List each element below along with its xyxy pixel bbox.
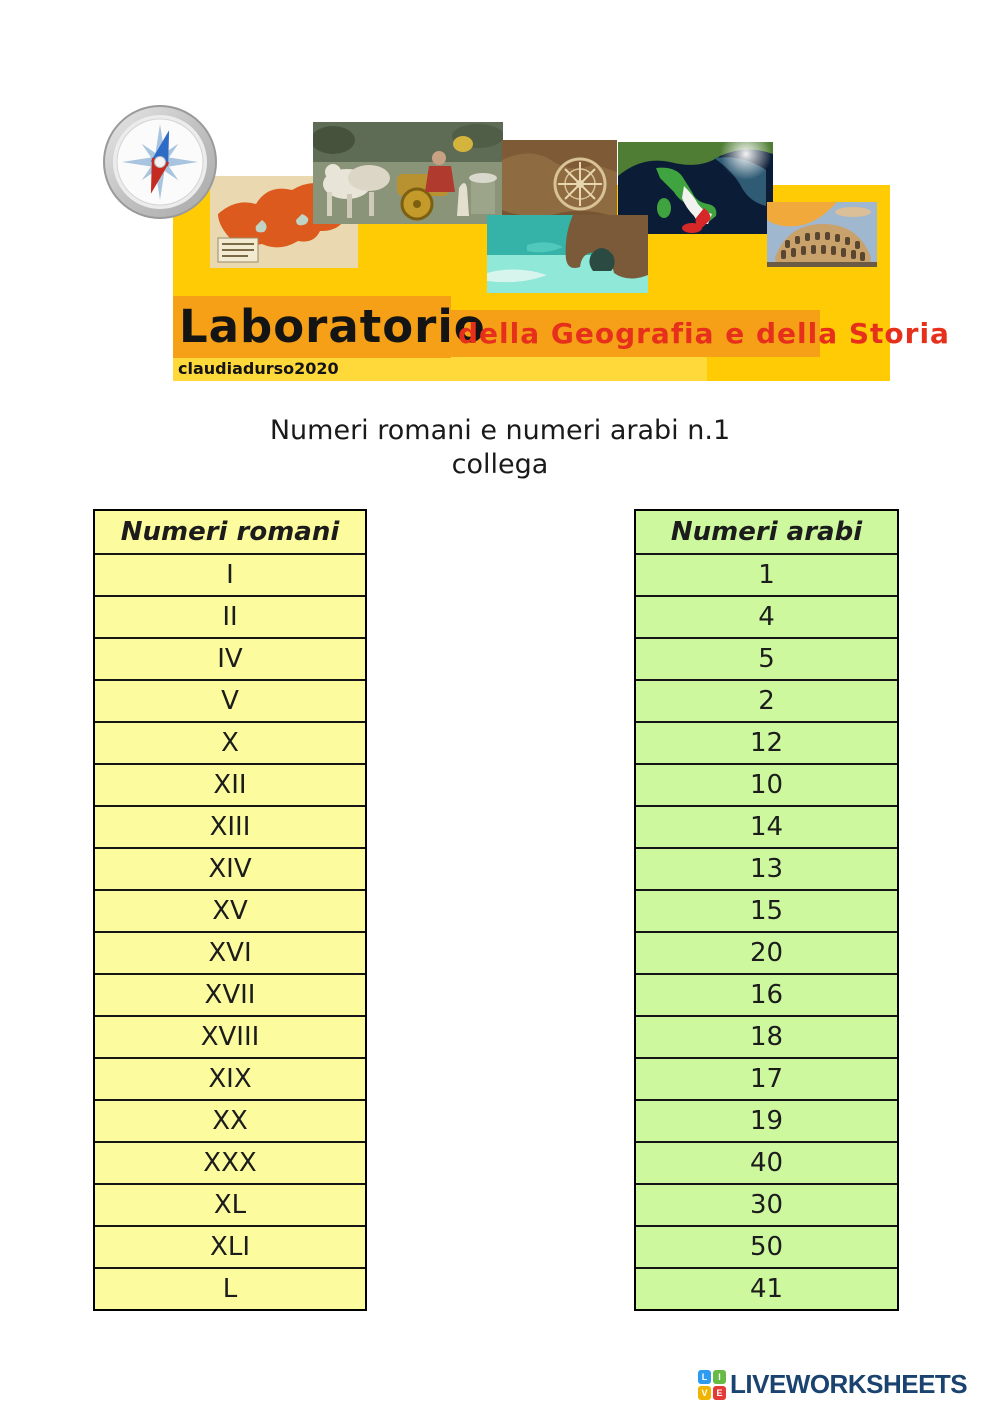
roman-numeral-cell[interactable]: XVIII: [95, 1015, 365, 1057]
arabic-number-cell[interactable]: 20: [636, 931, 897, 973]
arabic-number-cell[interactable]: 4: [636, 595, 897, 637]
banner-author: claudiadurso2020: [178, 359, 339, 378]
worksheet-title: [0, 414, 1000, 482]
arabic-table-header: Numeri arabi: [670, 517, 863, 547]
sea-arch-coast-image: [487, 215, 648, 293]
arabic-number-cell[interactable]: 50: [636, 1225, 897, 1267]
roman-numeral-cell[interactable]: II: [95, 595, 365, 637]
roman-numeral-cell[interactable]: IV: [95, 637, 365, 679]
logo-letter-i: I: [713, 1370, 726, 1384]
arabic-number-cell[interactable]: 14: [636, 805, 897, 847]
arabic-number-cell[interactable]: 15: [636, 889, 897, 931]
triumph-painting-image: [313, 122, 503, 224]
arabic-number-cell[interactable]: 12: [636, 721, 897, 763]
roman-numeral-cell[interactable]: XVI: [95, 931, 365, 973]
roman-numeral-cell[interactable]: XX: [95, 1099, 365, 1141]
roman-numeral-cell[interactable]: XIV: [95, 847, 365, 889]
roman-numeral-cell[interactable]: XV: [95, 889, 365, 931]
logo-letter-e: E: [713, 1386, 726, 1400]
roman-numerals-table: [93, 509, 367, 1311]
worksheet-title-line1: Numeri romani e numeri arabi n.1: [269, 415, 731, 446]
colosseum-image: [767, 202, 877, 267]
arabic-number-cell[interactable]: 2: [636, 679, 897, 721]
arabic-number-cell[interactable]: 17: [636, 1057, 897, 1099]
roman-numeral-cell[interactable]: L: [95, 1267, 365, 1309]
roman-table-header: Numeri romani: [120, 517, 340, 547]
arabic-number-cell[interactable]: 41: [636, 1267, 897, 1309]
roman-numeral-cell[interactable]: XL: [95, 1183, 365, 1225]
liveworksheets-wordmark: LIVEWORKSHEETS: [730, 1369, 968, 1399]
banner-subtitle: della Geografia e della Storia: [458, 317, 950, 350]
arabic-number-cell[interactable]: 19: [636, 1099, 897, 1141]
roman-numeral-cell[interactable]: XII: [95, 763, 365, 805]
banner-title: Laboratorio: [179, 300, 486, 353]
arabic-number-cell[interactable]: 1: [636, 553, 897, 595]
arabic-number-cell[interactable]: 10: [636, 763, 897, 805]
roman-numeral-cell[interactable]: XLI: [95, 1225, 365, 1267]
arabic-number-cell[interactable]: 30: [636, 1183, 897, 1225]
compass-icon: [102, 104, 218, 220]
roman-numeral-cell[interactable]: V: [95, 679, 365, 721]
roman-numeral-cell[interactable]: XVII: [95, 973, 365, 1015]
liveworksheets-logo: [698, 1369, 967, 1400]
arabic-number-cell[interactable]: 13: [636, 847, 897, 889]
worksheet-title-line2: collega: [451, 449, 549, 480]
roman-numeral-cell[interactable]: XXX: [95, 1141, 365, 1183]
logo-letter-v: V: [698, 1386, 711, 1400]
roman-numeral-cell[interactable]: X: [95, 721, 365, 763]
arabic-number-cell[interactable]: 5: [636, 637, 897, 679]
arabic-number-cell[interactable]: 18: [636, 1015, 897, 1057]
arabic-number-cell[interactable]: 16: [636, 973, 897, 1015]
roman-numeral-cell[interactable]: I: [95, 553, 365, 595]
roman-numeral-cell[interactable]: XIX: [95, 1057, 365, 1099]
roman-numeral-cell[interactable]: XIII: [95, 805, 365, 847]
arabic-numbers-table: [634, 509, 899, 1311]
liveworksheets-icon: [698, 1370, 726, 1400]
arabic-number-cell[interactable]: 40: [636, 1141, 897, 1183]
logo-letter-l: L: [698, 1370, 711, 1384]
